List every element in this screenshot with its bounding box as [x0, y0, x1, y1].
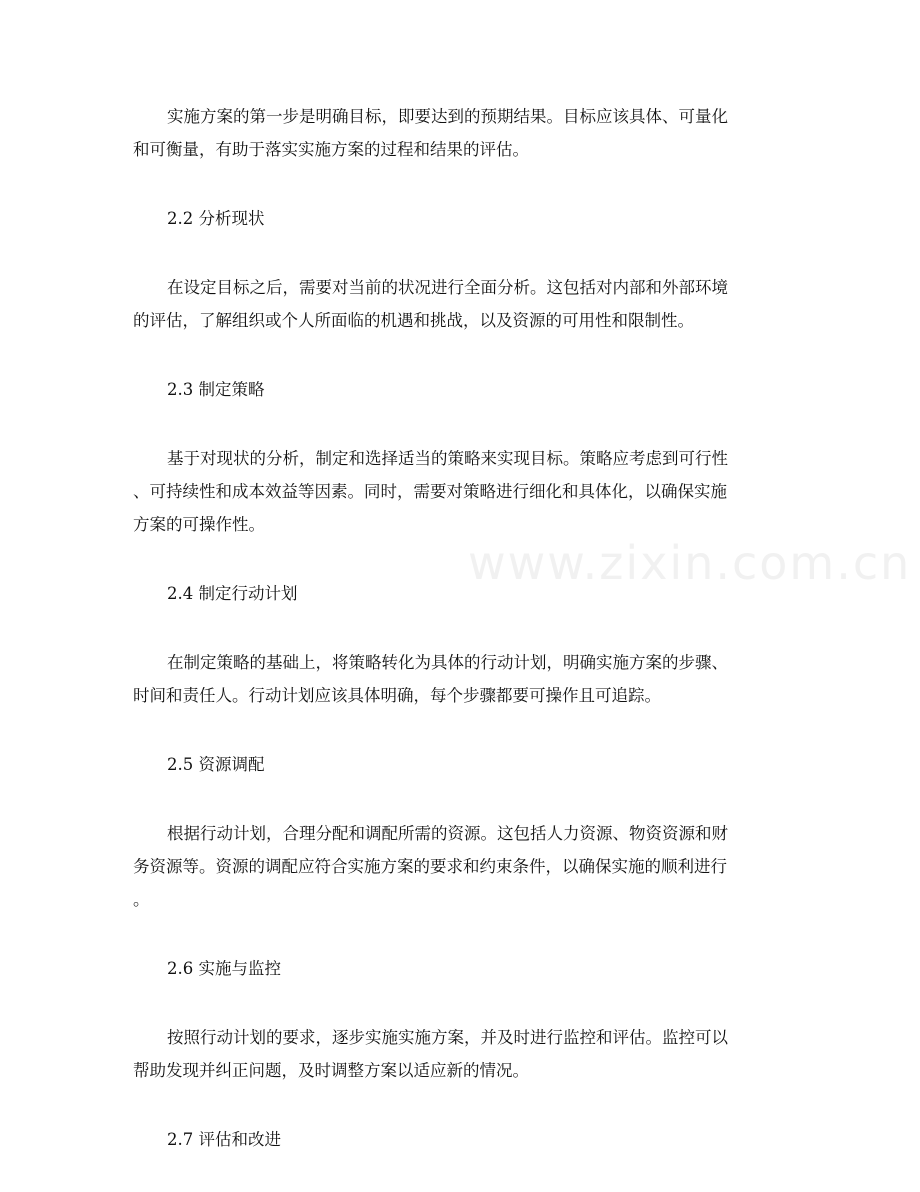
- paragraph-line: 在设定目标之后，需要对当前的状况进行全面分析。这包括对内部和外部环境: [167, 278, 728, 297]
- section-heading: 2.5 资源调配: [167, 755, 265, 774]
- paragraph-line: 的评估，了解组织或个人所面临的机遇和挑战，以及资源的可用性和限制性。: [133, 311, 694, 330]
- watermark: www.zixin.com.cn: [468, 536, 912, 590]
- body-paragraph: [133, 442, 793, 541]
- section-heading: 2.7 评估和改进: [167, 1130, 281, 1149]
- paragraph-line: 基于对现状的分析，制定和选择适当的策略来实现目标。策略应考虑到可行性: [167, 449, 728, 468]
- body-paragraph: [133, 271, 793, 337]
- section-heading: 2.6 实施与监控: [167, 959, 281, 978]
- paragraph-line: 帮助发现并纠正问题，及时调整方案以适应新的情况。: [133, 1061, 529, 1080]
- section-heading: 2.4 制定行动计划: [167, 584, 298, 603]
- paragraph-line: 时间和责任人。行动计划应该具体明确，每个步骤都要可操作且可追踪。: [133, 686, 661, 705]
- body-paragraph: [133, 1021, 793, 1087]
- paragraph-line: 。: [133, 890, 150, 909]
- document-body: [133, 100, 793, 1192]
- paragraph-line: 、可持续性和成本效益等因素。同时，需要对策略进行细化和具体化，以确保实施: [133, 482, 727, 501]
- paragraph-line: 方案的可操作性。: [133, 515, 265, 534]
- body-paragraph: [133, 817, 793, 916]
- paragraph-line: 在制定策略的基础上，将策略转化为具体的行动计划，明确实施方案的步骤、: [167, 653, 728, 672]
- section-heading: 2.3 制定策略: [167, 380, 265, 399]
- body-paragraph: [133, 646, 793, 712]
- paragraph-line: 实施方案的第一步是明确目标，即要达到的预期结果。目标应该具体、可量化: [167, 107, 728, 126]
- paragraph-line: 务资源等。资源的调配应符合实施方案的要求和约束条件，以确保实施的顺利进行: [133, 857, 727, 876]
- paragraph-line: 根据行动计划，合理分配和调配所需的资源。这包括人力资源、物资资源和财: [167, 824, 728, 843]
- paragraph-line: 和可衡量，有助于落实实施方案的过程和结果的评估。: [133, 140, 529, 159]
- section-heading: 2.2 分析现状: [167, 209, 265, 228]
- body-paragraph: [133, 100, 793, 166]
- paragraph-line: 按照行动计划的要求，逐步实施实施方案，并及时进行监控和评估。监控可以: [167, 1028, 728, 1047]
